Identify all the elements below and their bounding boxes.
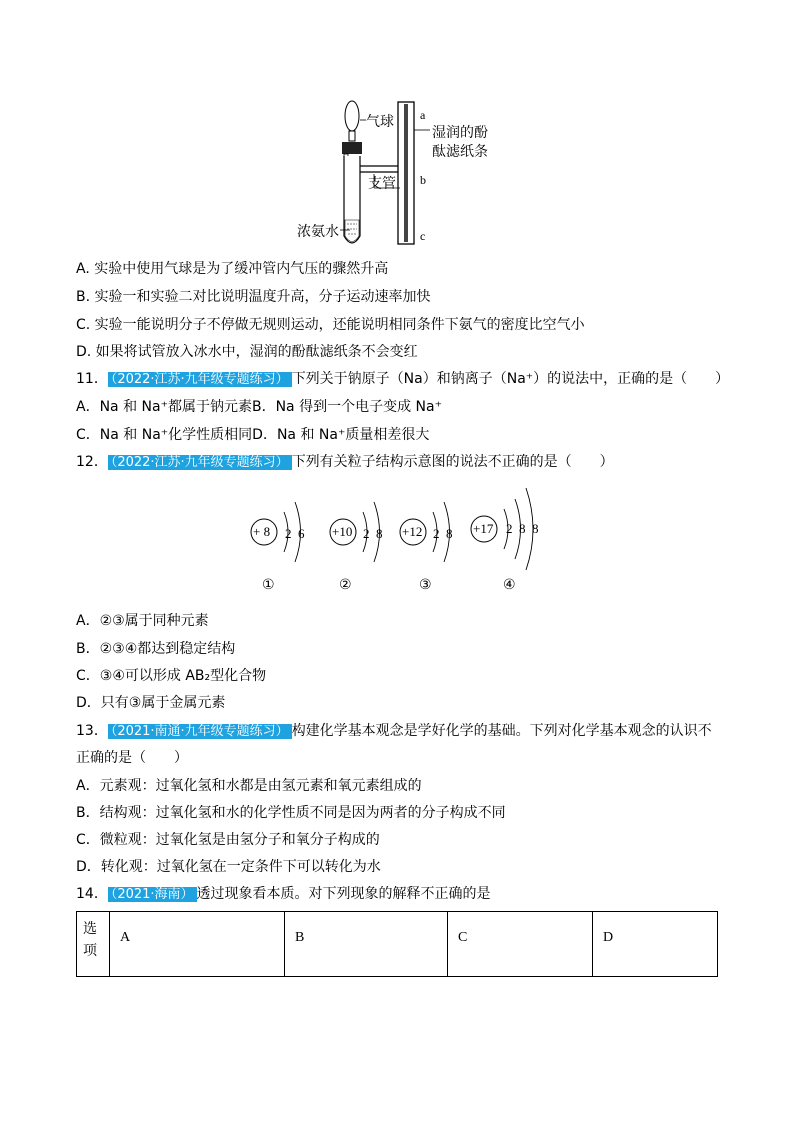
q12-stem <box>76 452 614 473</box>
q10-option-d: D. 如果将试管放入冰水中，湿润的酚酞滤纸条不会变红 <box>76 344 418 360</box>
balloon-shape <box>345 101 359 131</box>
question-stem: 透过现象看本质。对下列现象的解释不正确的是 <box>196 886 491 902</box>
question-number: 13． <box>76 723 108 739</box>
filter-strip-shape <box>404 104 408 242</box>
point-a-label: a <box>420 108 426 122</box>
q11-stem <box>76 369 729 390</box>
question-stem: 下列关于钠原子（Na）和钠离子（Na⁺）的说法中，正确的是（ ） <box>291 371 730 387</box>
strip-label-line-2: 酞滤纸条 <box>432 144 488 160</box>
particle-3-label: ③ <box>419 577 432 593</box>
question-number: 14． <box>76 886 108 902</box>
question-stem: 下列有关粒子结构示意图的说法不正确的是（ ） <box>291 454 614 470</box>
q12-option-c: C．③④可以形成 AB₂型化合物 <box>76 668 267 684</box>
particle-1-shell-1: 2 <box>285 526 292 541</box>
table-header-cell <box>77 912 110 977</box>
table-header-line-2: 项 <box>83 943 97 959</box>
source-tag: （2022·江苏·九年级专题练习） <box>108 372 292 387</box>
q12-option-d: D．只有③属于金属元素 <box>76 695 226 711</box>
particle-2-shell-2: 8 <box>376 526 383 541</box>
particle-3-nucleus: +12 <box>402 524 423 539</box>
particle-3-shell-2: 8 <box>446 526 453 541</box>
strip-label-line-1: 湿润的酚 <box>432 125 488 141</box>
q12-option-a: A．②③属于同种元素 <box>76 613 209 629</box>
question-stem: 构建化学基本观念是学好化学的基础。下列对化学基本观念的认识不 <box>291 723 712 739</box>
source-tag: （2021·南通·九年级专题练习） <box>108 724 292 739</box>
particle-2-shell-1: 2 <box>363 526 370 541</box>
particle-4-shell-3: 8 <box>532 521 539 536</box>
balloon-label: 气球 <box>366 114 394 130</box>
q11-options-line-1: A．Na 和 Na⁺都属于钠元素B．Na 得到一个电子变成 Na⁺ <box>76 399 442 415</box>
question-number: 11． <box>76 371 108 387</box>
q13-option-d: D．转化观：过氧化氢在一定条件下可以转化为水 <box>76 859 381 875</box>
q10-option-a: A. 实验中使用气球是为了缓冲管内气压的骤然升高 <box>76 261 389 277</box>
q10-option-c: C. 实验一能说明分子不停做无规则运动，还能说明相同条件下氨气的密度比空气小 <box>76 317 585 333</box>
branch-tube-shape <box>360 166 398 172</box>
particle-1-nucleus: + 8 <box>253 524 271 539</box>
particle-2-label: ② <box>339 577 352 593</box>
q12-option-b: B．②③④都达到稳定结构 <box>76 641 236 657</box>
particle-2-nucleus: +10 <box>332 524 353 539</box>
table-cell-d: D <box>593 912 718 977</box>
source-tag: （2022·江苏·九年级专题练习） <box>108 455 292 470</box>
q13-option-c: C．微粒观：过氧化氢是由氢分子和氧分子构成的 <box>76 832 380 848</box>
point-c-label: c <box>420 229 426 243</box>
particle-1-shell-2: 6 <box>298 526 305 541</box>
q13-option-b: B．结构观：过氧化氢和水的化学性质不同是因为两者的分子构成不同 <box>76 805 506 821</box>
particle-3-shell-1: 2 <box>433 526 440 541</box>
particle-4-label: ④ <box>503 577 516 593</box>
source-tag: （2021·海南） <box>108 887 197 902</box>
table-row <box>77 912 718 977</box>
table-header-line-1: 选 <box>83 921 97 937</box>
stopper-shape <box>342 142 362 154</box>
table-cell-c: C <box>448 912 593 977</box>
q10-option-b: B. 实验一和实验二对比说明温度升高，分子运动速率加快 <box>76 289 431 305</box>
point-b-label: b <box>420 173 426 187</box>
branch-tube-label: 支管 <box>368 176 396 192</box>
particle-4-shell-2: 8 <box>519 521 526 536</box>
q13-stem <box>76 721 712 742</box>
q11-options-line-2: C．Na 和 Na⁺化学性质相同D．Na 和 Na⁺质量相差很大 <box>76 427 430 443</box>
q13-stem-continued: 正确的是（ ） <box>76 750 188 766</box>
particle-4-nucleus: +17 <box>473 521 494 536</box>
particle-1-label: ① <box>262 577 275 593</box>
ammonia-label: 浓氨水 <box>297 224 339 240</box>
q14-stem <box>76 884 491 905</box>
table-cell-b: B <box>285 912 448 977</box>
question-number: 12． <box>76 454 108 470</box>
q14-options-table <box>76 911 718 977</box>
q13-option-a: A．元素观：过氧化氢和水都是由氢元素和氧元素组成的 <box>76 778 422 794</box>
table-cell-a: A <box>110 912 285 977</box>
particle-4-shell-1: 2 <box>506 521 513 536</box>
